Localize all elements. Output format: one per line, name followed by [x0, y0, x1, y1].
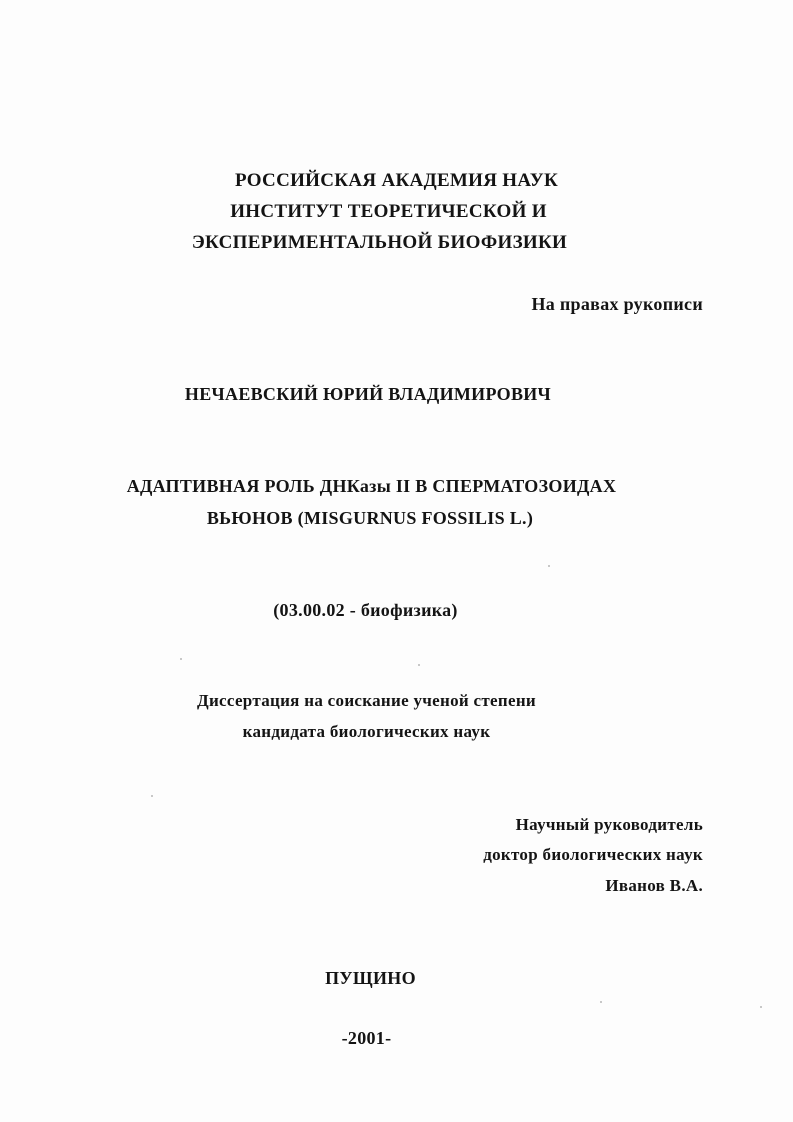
scan-speck [180, 658, 182, 660]
rights-note: На правах рукописи [531, 294, 703, 314]
scan-speck [418, 664, 420, 666]
author-name: НЕЧАЕВСКИЙ ЮРИЙ ВЛАДИМИРОВИЧ [184, 384, 552, 404]
scan-speck [600, 1001, 602, 1003]
specialty-code: (03.00.02 - биофизика) [273, 600, 458, 620]
org-line-3: ЭКСПЕРИМЕНТАЛЬНОЙ БИОФИЗИКИ [191, 232, 568, 253]
title-line-2: ВЬЮНОВ (MISGURNUS FOSSILIS L.) [206, 508, 534, 528]
supervisor-name: Иванов В.А. [605, 876, 703, 895]
city: ПУЩИНО [325, 968, 416, 988]
title-line-1: АДАПТИВНАЯ РОЛЬ ДНКазы II В СПЕРМАТОЗОИДАХ [126, 476, 617, 496]
degree-line-2: кандидата биологических наук [242, 722, 491, 741]
supervisor-role: Научный руководитель [515, 815, 703, 834]
scan-speck [760, 1006, 762, 1008]
org-line-2: ИНСТИТУТ ТЕОРЕТИЧЕСКОЙ И [230, 201, 547, 222]
scan-speck [151, 795, 153, 797]
degree-line-1: Диссертация на соискание ученой степени [196, 691, 537, 710]
org-line-1: РОССИЙСКАЯ АКАДЕМИЯ НАУК [234, 170, 559, 191]
supervisor-degree: доктор биологических наук [483, 845, 703, 864]
year: -2001- [341, 1028, 392, 1048]
scan-speck [548, 565, 550, 567]
